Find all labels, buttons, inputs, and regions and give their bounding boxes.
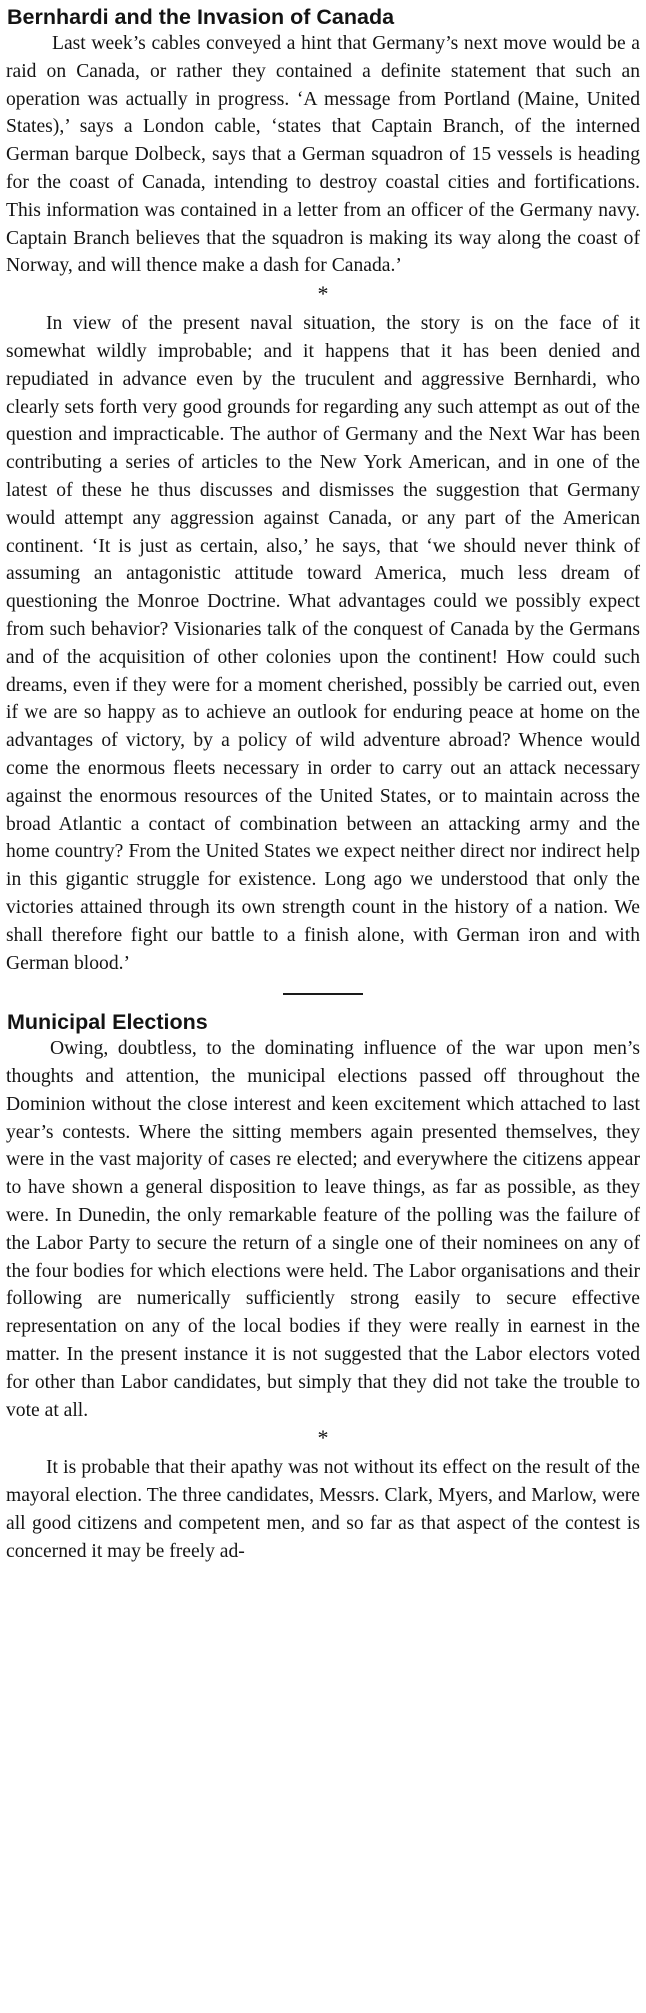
section-separator-star: * — [317, 1425, 329, 1451]
article-body-municipal-elections-continued — [6, 1454, 640, 1565]
paragraph: Last week’s cables conveyed a hint that Germany’s next move would be a raid on Canada, or rather they contained a definite statement that such an operation was actually in progress. ‘A message from Portland (Maine, United States),’ says a London cable, ‘states that Captain Branch, of the interned German barque Dolbeck, says that a German squadron of 15 vessels is heading for the coast of Canada, intending to destroy coastal cities and fortifications. This information was contained in a letter from an officer of the Germany navy. Captain Branch believes that the squadron is making its way along the coast of Norway, and will thence make a dash for Canada.’ — [6, 33, 640, 277]
section-separator-star: * — [317, 281, 329, 307]
paragraph: Owing, doubtless, to the dominating influence of the war upon men’s thoughts and attention, the municipal elections passed off throughout the Dominion without the close interest and keen excitement which attached to last year’s contests. Where the sitting members again presented themselves, they were in the vast majority of cases re elected; and everywhere the citizens appear to have shown a general disposition to leave things, as far as possible, as they were. In Dunedin, the only remarkable feature of the polling was the failure of the Labor Party to secure the return of a single one of their nominees on any of the four bodies for which elections were held. The Labor organisations and their following are numerically sufficiently strong easily to secure effective representation on any of the local bodies if they were really in earnest in the matter. In the present instance it is not suggested that the Labor electors voted for other than Labor candidates, but simply that they did not take the trouble to vote at all. — [6, 1038, 640, 1421]
paragraph: It is probable that their apathy was not without its effect on the result of the mayoral election. The three candidates, Messrs. Clark, Myers, and Marlow, were all good citizens and competent men, and so far as that aspect of the contest is concerned it may be freely ad- — [6, 1457, 640, 1562]
article-body-bernhardi — [6, 30, 640, 280]
article-divider-rule — [283, 993, 363, 995]
article-body-municipal-elections — [6, 1035, 640, 1424]
article-body-bernhardi-continued — [6, 310, 640, 977]
paragraph: In view of the present naval situation, the story is on the face of it somewhat wildly improbable; and it happens that it has been denied and repudiated in advance even by the truculent and aggressive Bernhardi, who clearly sets forth very good grounds for regarding any such attempt as out of the question and impracticable. The author of Germany and the Next War has been contributing a series of articles to the New York American, and in one of the latest of these he thus discusses and dismisses the suggestion that Germany would attempt any aggression against Canada, or any part of the American continent. ‘It is just as certain, also,’ he says, that ‘we should never think of assuming an antagonistic attitude toward America, much less dream of questioning the Monroe Doctrine. What advantages could we possibly expect from such behavior? Visionaries talk of the conquest of Canada by the Germans and of the acquisition of other colonies upon the continent! How could such dreams, even if they were for a moment cherished, possibly be carried out, even if we are so happy as to achieve an outlook for enduring peace at home on the advantages of victory, by a policy of wild adventure abroad? Whence would come the enormous fleets necessary in order to carry out an attack necessary against the enormous resources of the United States, or to maintain across the broad Atlantic a contact of combination between an attacking army and the home country? From the United States we expect neither direct nor indirect help in this gigantic struggle for existence. Long ago we understood that only the victories attained through its own strength count in the history of a nation. We shall therefore fight our battle to a finish alone, with German iron and with German blood.’ — [6, 313, 640, 974]
article-heading-bernhardi: Bernhardi and the Invasion of Canada — [7, 5, 395, 29]
article-heading-municipal-elections: Municipal Elections — [7, 1010, 208, 1035]
